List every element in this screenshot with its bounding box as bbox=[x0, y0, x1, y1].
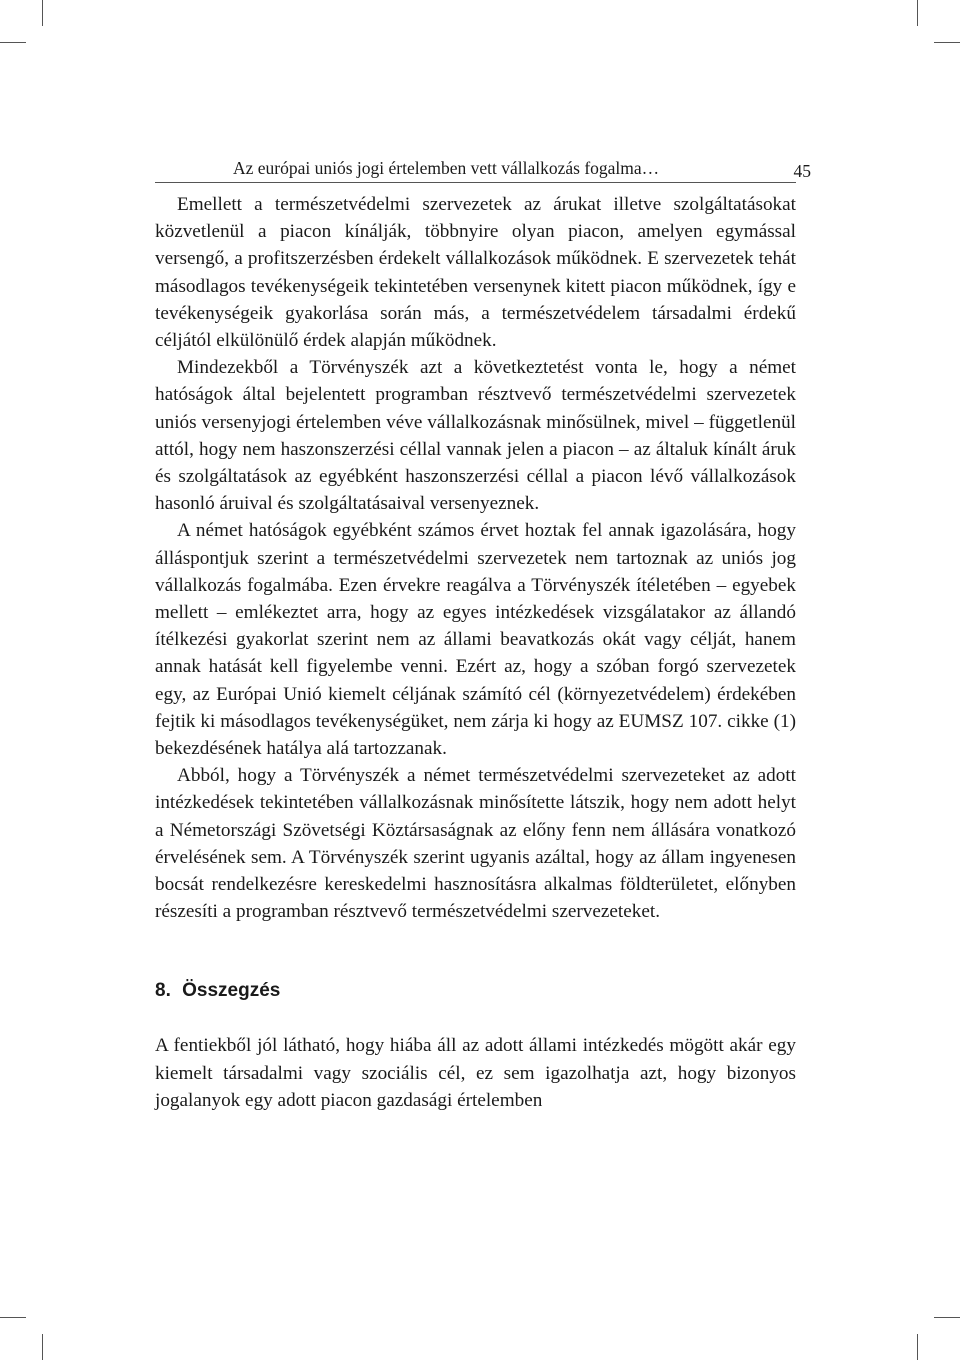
crop-mark-top-right-h bbox=[934, 42, 960, 43]
crop-mark-top-left bbox=[42, 0, 43, 26]
page-number: 45 bbox=[793, 161, 811, 181]
paragraph: Emellett a természetvédelmi szervezetek az árukat illetve szolgáltatásokat közvetlenül a piacon kínálják, többnyire olyan piacon, amelyen egymással versengő, a profitszerzésben érdekelt vállalkozások működnek. E szervezetek tehát másodlagos tevékenységeik tekintetében versenynek kitett piacon működnek, így e tevékenységeik gyakorlása során más, a természetvédelem társadalmi érdekű céljától elkülönülő érdek alapján működnek. bbox=[155, 194, 796, 352]
body-text bbox=[155, 191, 796, 925]
crop-mark-bottom-right bbox=[917, 1334, 918, 1360]
crop-mark-bottom-right-h bbox=[934, 1317, 960, 1318]
section-number: 8. bbox=[155, 980, 171, 1002]
section-body bbox=[155, 1032, 796, 1114]
paragraph: A német hatóságok egyébként számos érvet hoztak fel annak igazolására, hogy álláspontjuk szerint a természetvédelmi szervezetek nem tartoznak az uniós jog vállalkozás fogalmába. Ezen érvekre reagálva a Törvényszék ítéletében – egyebek mellett – emlékeztet arra, hogy az egyes intézkedések vizsgálatakor az állandó ítélkezési gyakorlat szerint nem az állami beavatkozás okát vagy célját, hanem annak hatását kell figyelembe venni. Ezért az, hogy a szóban forgó szervezetek egy, az Európai Unió kiemelt céljának számító cél (környezetvédelem) érdekében fejtik ki másodlagos tevékenységüket, nem zárja ki hogy az EUMSZ 107. cikke (1) bekezdésének hatálya alá tartozzanak. bbox=[155, 520, 796, 760]
section-title: Összegzés bbox=[182, 980, 281, 1002]
running-head-title: Az európai uniós jogi értelemben vett vállalkozás fogalma… bbox=[233, 158, 660, 178]
document-page bbox=[155, 154, 811, 1114]
section-heading bbox=[155, 977, 796, 1004]
paragraph: Mindezekből a Törvényszék azt a következtetést vonta le, hogy a német hatóságok által bejelentett programban résztvevő természetvédelmi szervezetek uniós versenyjogi értelemben véve vállalkozásnak minősülnek, mivel – függetlenül attól, hogy nem haszonszerzési céllal vannak jelen a piacon – az általuk kínált áruk és szolgáltatások az egyébként haszonszerzési céllal a piacon lévő vállalkozások hasonló áruival és szolgáltatásaival versenyeznek. bbox=[155, 357, 796, 515]
crop-mark-bottom-left-h bbox=[0, 1317, 26, 1318]
crop-mark-top-right bbox=[917, 0, 918, 26]
paragraph: Abból, hogy a Törvényszék a német természetvédelmi szervezeteket az adott intézkedések tekintetében vállalkozásnak minősítette látszik, hogy nem adott helyt a Németországi Szövetségi Köztársaságnak az előny fenn nem állására vonatkozó érvelésének sem. A Törvényszék szerint ugyanis azáltal, hogy az állam ingyenesen bocsát rendelkezésre kereskedelmi hasznosításra alkalmas földterületet, előnyben részesíti a programban résztvevő természetvédelmi szervezeteket. bbox=[155, 765, 796, 923]
running-head bbox=[155, 154, 811, 183]
crop-mark-top-left-h bbox=[0, 42, 26, 43]
paragraph: A fentiekből jól látható, hogy hiába áll az adott állami intézkedés mögött akár egy kiemelt társadalmi vagy szociális cél, ez sem igazolhatja azt, hogy bizonyos jogalanyok egy adott piacon gazdasági értelemben bbox=[155, 1035, 796, 1111]
crop-mark-bottom-left bbox=[42, 1334, 43, 1360]
